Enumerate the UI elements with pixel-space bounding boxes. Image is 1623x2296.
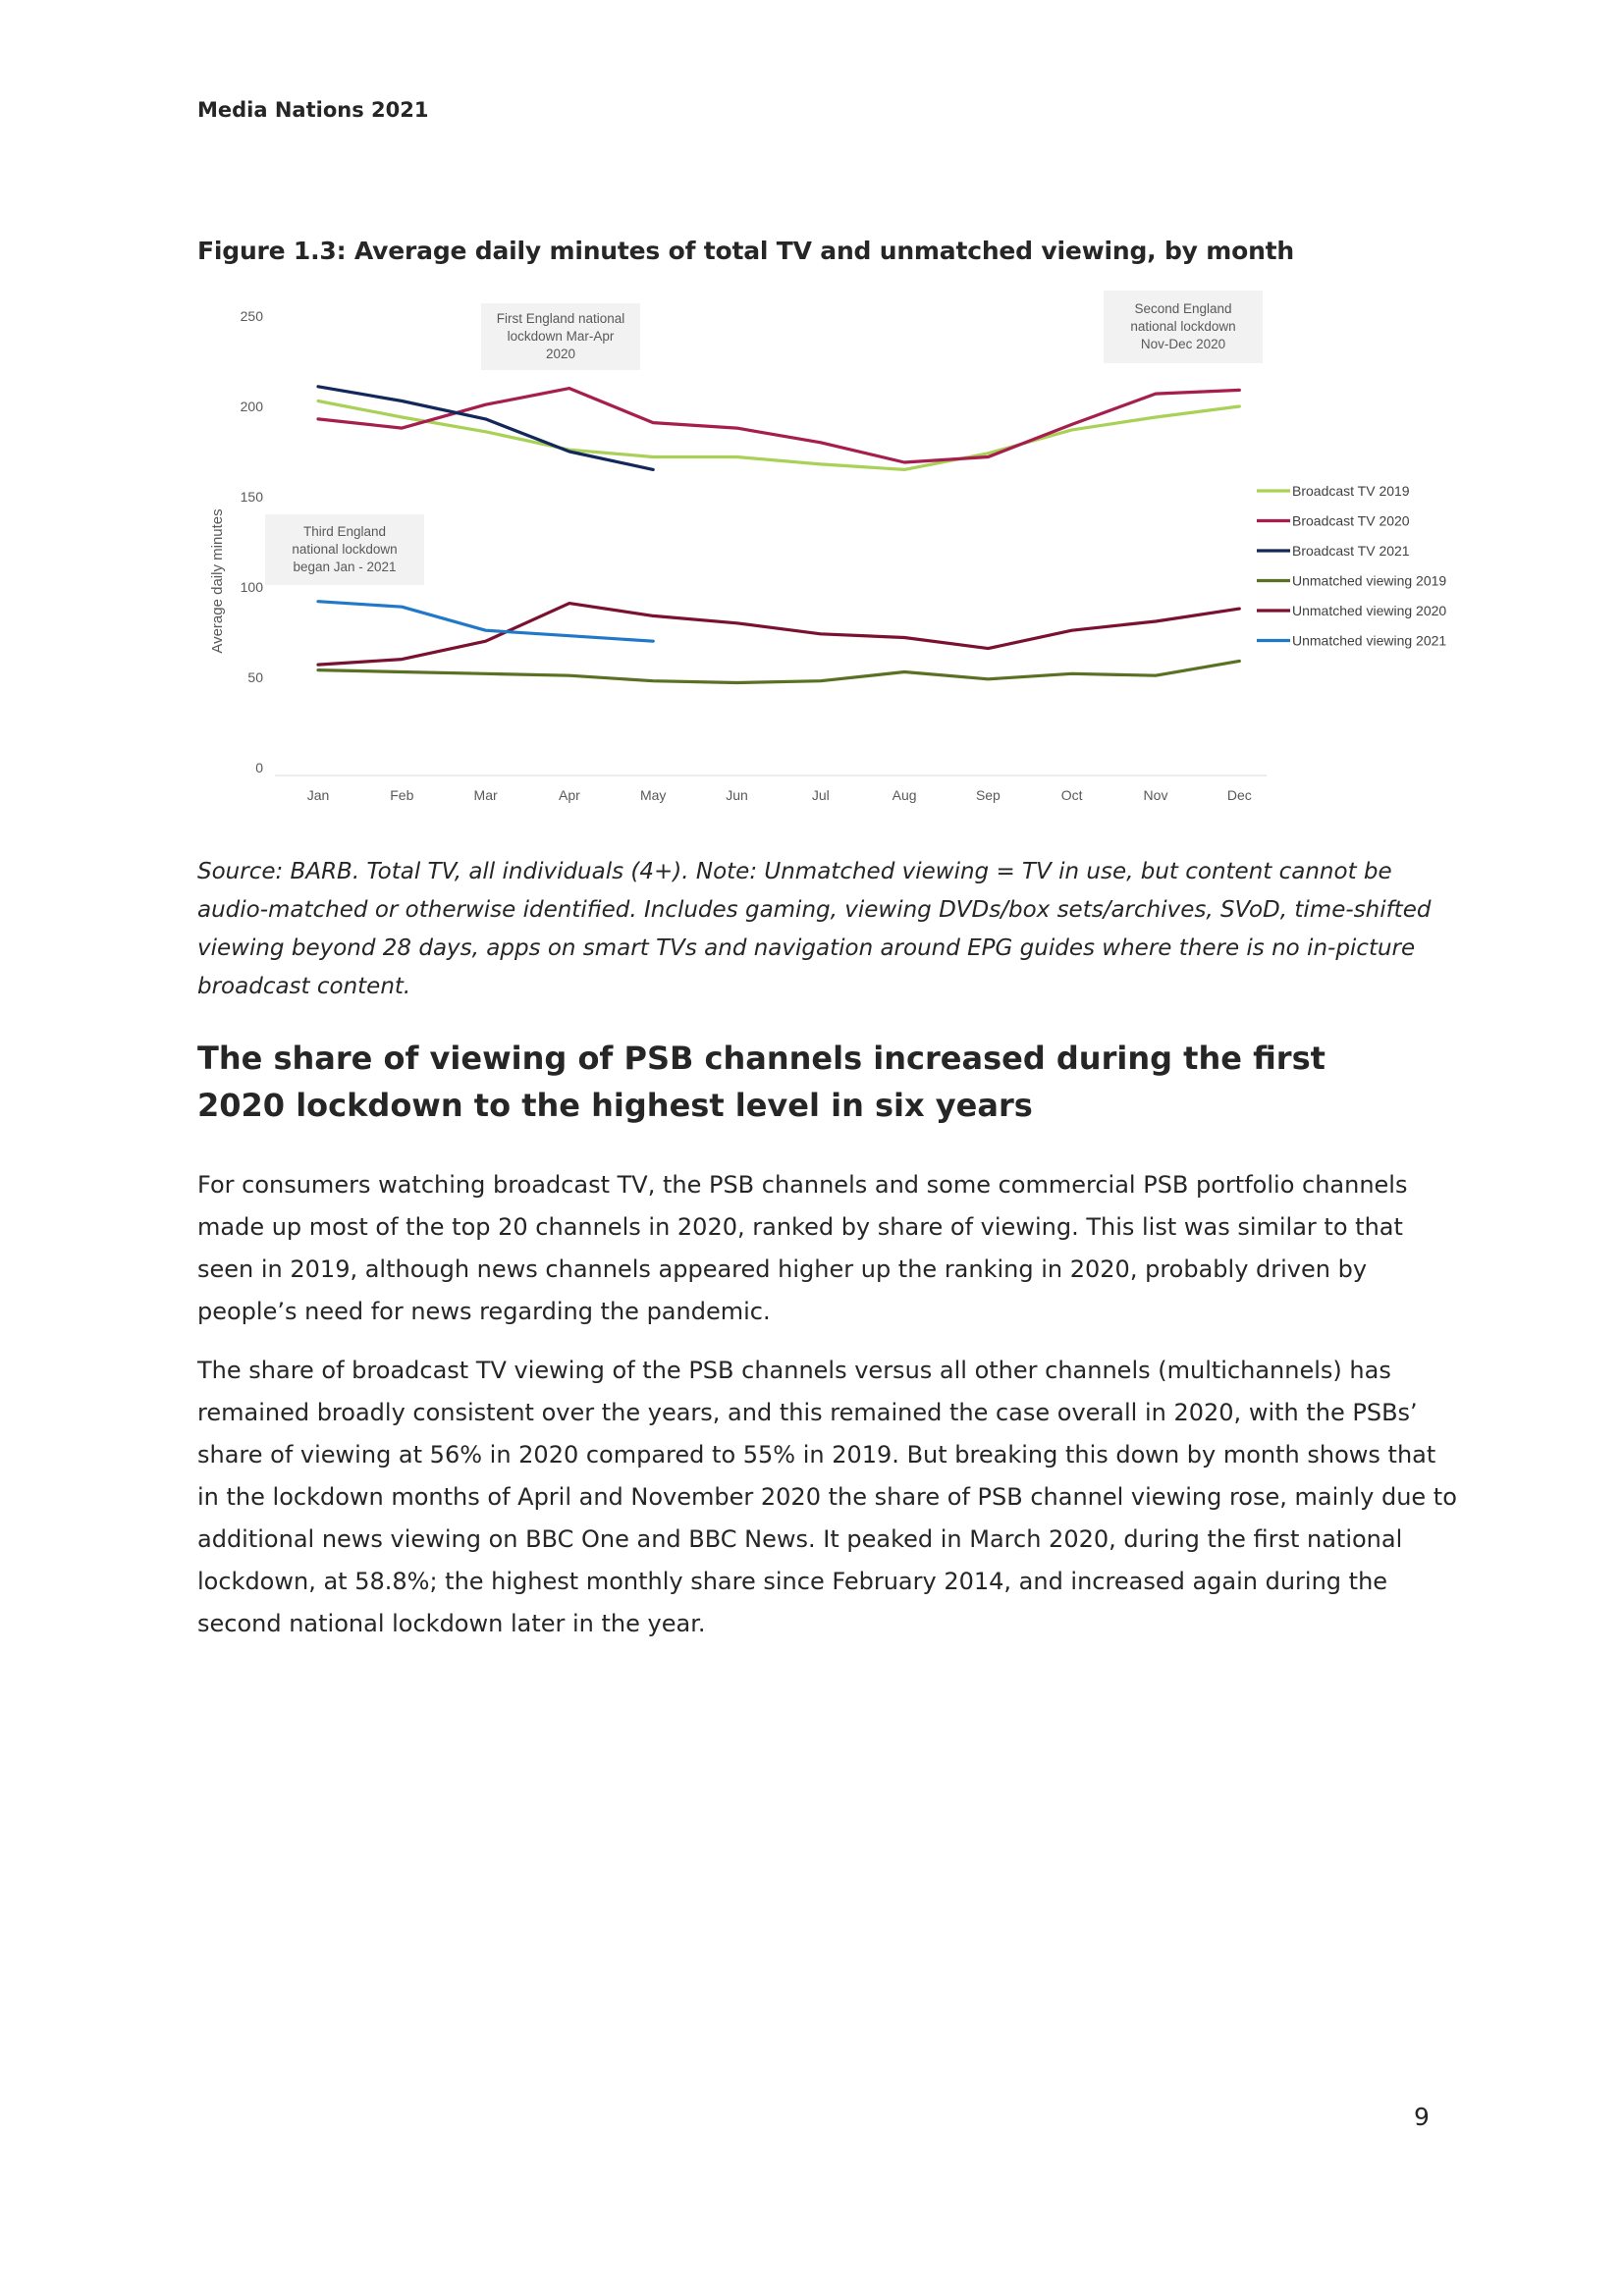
series-line-unmatched-viewing-2020	[318, 604, 1239, 666]
x-tick-label: Feb	[390, 787, 414, 803]
annotation-second-lockdown	[1104, 291, 1263, 363]
legend-layer	[1257, 483, 1446, 649]
figure-title: Figure 1.3: Average daily minutes of total TV and unmatched viewing, by month	[197, 237, 1295, 265]
x-tick-label: Apr	[559, 787, 580, 803]
x-tick-label: Mar	[473, 787, 498, 803]
body-paragraph-2: The share of broadcast TV viewing of the PSB channels versus all other channels (multichannels) has remained broadly consistent over the years, and this remained the case overall in 2020, with the PSBs’ share of viewing at 56% in 2020 compared to 55% in 2019. But breaking this down by month shows that in the lockdown months of April and November 2020 the share of PSB channel viewing rose, mainly due to additional news viewing on BBC One and BBC News. It peaked in March 2020, during the first national lockdown, at 58.8%; the highest monthly share since February 2014, and increased again during the second national lockdown later in the year.	[197, 1357, 1457, 1637]
x-tick-label: Dec	[1226, 787, 1252, 803]
legend-item	[1257, 543, 1410, 559]
annotation-text-line: Nov-Dec 2020	[1140, 337, 1226, 351]
series-layer	[318, 387, 1239, 683]
legend-label: Unmatched viewing 2020	[1292, 603, 1447, 618]
x-tick-label: Nov	[1143, 787, 1168, 803]
y-tick-label: 250	[240, 308, 263, 324]
legend-item	[1257, 633, 1446, 649]
page-number: 9	[1414, 2103, 1430, 2131]
x-tick-label: Sep	[975, 787, 1001, 803]
y-axis-title: Average daily minutes	[209, 508, 226, 654]
x-tick-label: Jun	[726, 787, 748, 803]
x-tick-label: Jul	[811, 787, 830, 803]
legend-item	[1257, 483, 1410, 499]
annotation-first-lockdown	[481, 303, 640, 370]
line-chart	[187, 291, 1502, 811]
legend-label: Broadcast TV 2019	[1292, 483, 1410, 499]
legend-item	[1257, 513, 1410, 529]
y-tick-label: 150	[240, 489, 263, 505]
x-tick-label: Aug	[892, 787, 917, 803]
figure-source-note: Source: BARB. Total TV, all individuals (4+). Note: Unmatched viewing = TV in use, but content cannot be audio-matched or otherwise identified. Includes gaming, viewing DVDs/box sets/archives, SVoD, time-shifted viewing beyond 28 days, apps on smart TVs and navigation around EPG guides where there is no in-picture broadcast content.	[197, 859, 1432, 999]
y-tick-label: 0	[255, 760, 263, 775]
annotation-text-line: Third England	[302, 524, 387, 539]
annotation-text-line: national lockdown	[292, 542, 398, 557]
annotation-text-line: lockdown Mar-Apr	[507, 329, 615, 344]
legend-item	[1257, 603, 1446, 618]
annotation-text-line: began Jan - 2021	[293, 560, 397, 574]
running-header: Media Nations 2021	[197, 98, 429, 122]
legend-label: Unmatched viewing 2019	[1292, 572, 1447, 589]
series-line-unmatched-viewing-2019	[318, 661, 1239, 682]
y-tick-label: 100	[240, 579, 263, 595]
x-tick-label: May	[639, 787, 667, 803]
body-paragraph-1: For consumers watching broadcast TV, the PSB channels and some commercial PSB portfolio channels made up most of the top 20 channels in 2020, ranked by share of viewing. This list was similar to that seen in 2019, although news channels appeared higher up the ranking in 2020, probably driven by people’s need for news regarding the pandemic.	[197, 1171, 1408, 1325]
annotation-layer	[265, 291, 1263, 585]
annotation-text-line: First England national	[496, 311, 625, 326]
series-line-broadcast-tv-2021	[318, 387, 653, 470]
y-tick-label: 50	[247, 669, 263, 685]
annotation-text-line: national lockdown	[1130, 319, 1236, 334]
legend-label: Unmatched viewing 2021	[1292, 632, 1447, 649]
annotation-text-line: 2020	[545, 347, 576, 361]
x-tick-label: Oct	[1060, 787, 1083, 803]
y-tick-label: 200	[240, 399, 263, 414]
legend-item	[1257, 573, 1446, 589]
legend-label: Broadcast TV 2021	[1292, 543, 1410, 559]
legend-label: Broadcast TV 2020	[1292, 512, 1410, 529]
x-tick-label: Jan	[306, 787, 330, 803]
annotation-text-line: Second England	[1134, 301, 1232, 316]
section-heading: The share of viewing of PSB channels increased during the first 2020 lockdown to the highest level in six years	[197, 1040, 1325, 1124]
annotation-third-lockdown	[265, 514, 424, 585]
